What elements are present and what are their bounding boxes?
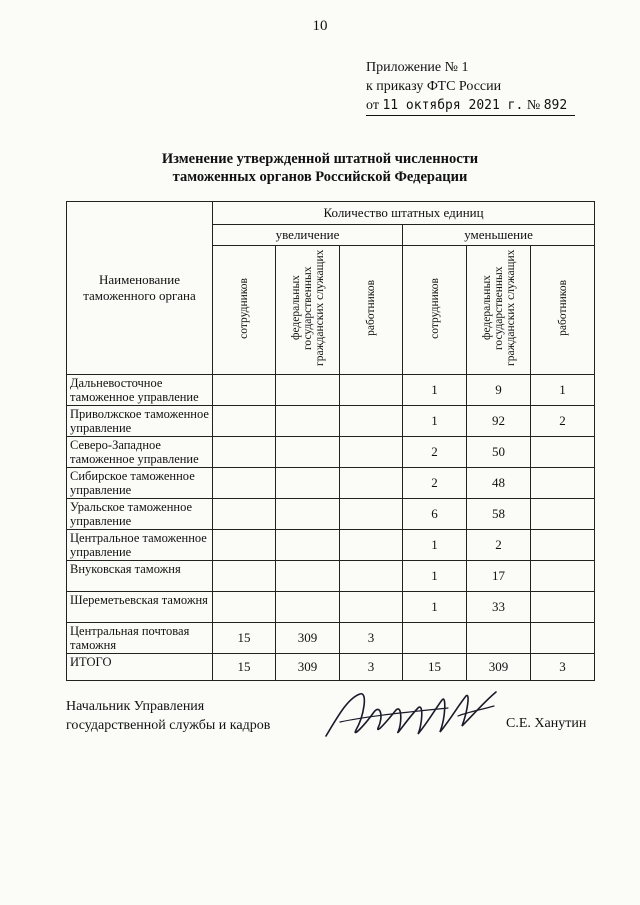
row-name: Уральское таможенное управление: [67, 499, 213, 530]
cell-dec-emp: 1: [403, 592, 467, 623]
cell-dec-work: [531, 530, 595, 561]
cell-inc-emp: [213, 499, 276, 530]
cell-inc-emp: [213, 406, 276, 437]
cell-dec-civ: 17: [467, 561, 531, 592]
cell-inc-civ: [276, 468, 340, 499]
cell-dec-civ: 9: [467, 375, 531, 406]
cell-inc-emp: [213, 375, 276, 406]
table-row: [67, 375, 595, 406]
cell-dec-emp: 15: [403, 654, 467, 681]
table-row: [67, 437, 595, 468]
cell-dec-civ: 92: [467, 406, 531, 437]
table-body: [67, 375, 595, 681]
header-name: Наименование таможенного органа: [67, 202, 213, 375]
table-row: [67, 623, 595, 654]
header-inc-civil-servants: федеральных государственных гражданских служащих: [276, 246, 340, 375]
cell-dec-civ: 50: [467, 437, 531, 468]
header-dec-workers: работников: [531, 246, 595, 375]
signer-name: С.Е. Ханутин: [506, 716, 587, 731]
appendix-number-sign: №: [526, 98, 541, 113]
header-dec-civil-servants: федеральных государственных гражданских служащих: [467, 246, 531, 375]
table-row: [67, 406, 595, 437]
cell-dec-civ: 33: [467, 592, 531, 623]
cell-dec-civ: 2: [467, 530, 531, 561]
row-name: Дальневосточное таможенное управление: [67, 375, 213, 406]
total-row: [67, 654, 595, 681]
cell-inc-work: [340, 375, 403, 406]
cell-dec-work: 2: [531, 406, 595, 437]
cell-dec-work: [531, 623, 595, 654]
row-name: Центральное таможенное управление: [67, 530, 213, 561]
cell-dec-work: 3: [531, 654, 595, 681]
row-name: Шереметьевская таможня: [67, 592, 213, 623]
table-row: [67, 468, 595, 499]
cell-inc-civ: 309: [276, 623, 340, 654]
cell-inc-work: [340, 592, 403, 623]
cell-inc-emp: [213, 468, 276, 499]
cell-inc-work: 3: [340, 654, 403, 681]
cell-inc-civ: [276, 437, 340, 468]
cell-dec-emp: [403, 623, 467, 654]
cell-inc-emp: 15: [213, 654, 276, 681]
appendix-ot: от: [366, 98, 379, 113]
cell-inc-civ: [276, 499, 340, 530]
cell-dec-emp: 1: [403, 561, 467, 592]
cell-inc-work: [340, 406, 403, 437]
page-number: 10: [312, 18, 328, 34]
appendix-date: 11 октября 2021 г.: [382, 98, 524, 113]
header-increase: увеличение: [213, 225, 403, 246]
cell-dec-work: 1: [531, 375, 595, 406]
row-name: Приволжское таможенное управление: [67, 406, 213, 437]
row-name: ИТОГО: [67, 654, 213, 681]
cell-inc-work: 3: [340, 623, 403, 654]
document-title: [0, 150, 640, 186]
cell-dec-emp: 6: [403, 499, 467, 530]
table-row: [67, 530, 595, 561]
table-row: [67, 561, 595, 592]
cell-inc-civ: [276, 592, 340, 623]
cell-dec-civ: 48: [467, 468, 531, 499]
signature-image: [318, 686, 508, 746]
row-name: Внуковская таможня: [67, 561, 213, 592]
cell-dec-work: [531, 561, 595, 592]
cell-inc-emp: 15: [213, 623, 276, 654]
cell-inc-emp: [213, 530, 276, 561]
cell-dec-emp: 2: [403, 437, 467, 468]
cell-inc-work: [340, 437, 403, 468]
cell-dec-work: [531, 592, 595, 623]
cell-inc-emp: [213, 561, 276, 592]
signer-title-line1: Начальник Управления: [66, 699, 205, 714]
cell-inc-civ: [276, 406, 340, 437]
appendix-order-ref: к приказу ФТС России: [366, 79, 502, 94]
cell-inc-work: [340, 561, 403, 592]
row-name: Сибирское таможенное управление: [67, 468, 213, 499]
header-inc-employees: сотрудников: [213, 246, 276, 375]
cell-dec-work: [531, 468, 595, 499]
cell-dec-emp: 1: [403, 406, 467, 437]
cell-dec-work: [531, 499, 595, 530]
document-title-line1: Изменение утвержденной штатной численности: [161, 151, 479, 167]
cell-dec-emp: 1: [403, 375, 467, 406]
document-title-line2: таможенных органов Российской Федерации: [172, 169, 468, 185]
appendix-title: Приложение № 1: [366, 60, 469, 75]
row-name: Северо-Западное таможенное управление: [67, 437, 213, 468]
cell-inc-work: [340, 468, 403, 499]
cell-inc-work: [340, 499, 403, 530]
cell-dec-civ: [467, 623, 531, 654]
cell-inc-emp: [213, 437, 276, 468]
signer-title: [66, 697, 270, 735]
cell-inc-emp: [213, 592, 276, 623]
table-row: [67, 499, 595, 530]
appendix-block: [366, 58, 575, 116]
row-name: Центральная почтовая таможня: [67, 623, 213, 654]
cell-inc-civ: [276, 375, 340, 406]
cell-inc-civ: [276, 530, 340, 561]
cell-dec-emp: 1: [403, 530, 467, 561]
staff-table: [66, 201, 595, 681]
appendix-number: 892: [543, 98, 568, 113]
header-count: Количество штатных единиц: [213, 202, 595, 225]
cell-dec-work: [531, 437, 595, 468]
cell-inc-work: [340, 530, 403, 561]
header-decrease: уменьшение: [403, 225, 595, 246]
signer-title-line2: государственной службы и кадров: [66, 718, 271, 733]
header-dec-employees: сотрудников: [403, 246, 467, 375]
cell-inc-civ: [276, 561, 340, 592]
header-inc-workers: работников: [340, 246, 403, 375]
cell-dec-civ: 309: [467, 654, 531, 681]
cell-dec-civ: 58: [467, 499, 531, 530]
table-row: [67, 592, 595, 623]
cell-inc-civ: 309: [276, 654, 340, 681]
cell-dec-emp: 2: [403, 468, 467, 499]
appendix-date-line: [366, 96, 575, 116]
